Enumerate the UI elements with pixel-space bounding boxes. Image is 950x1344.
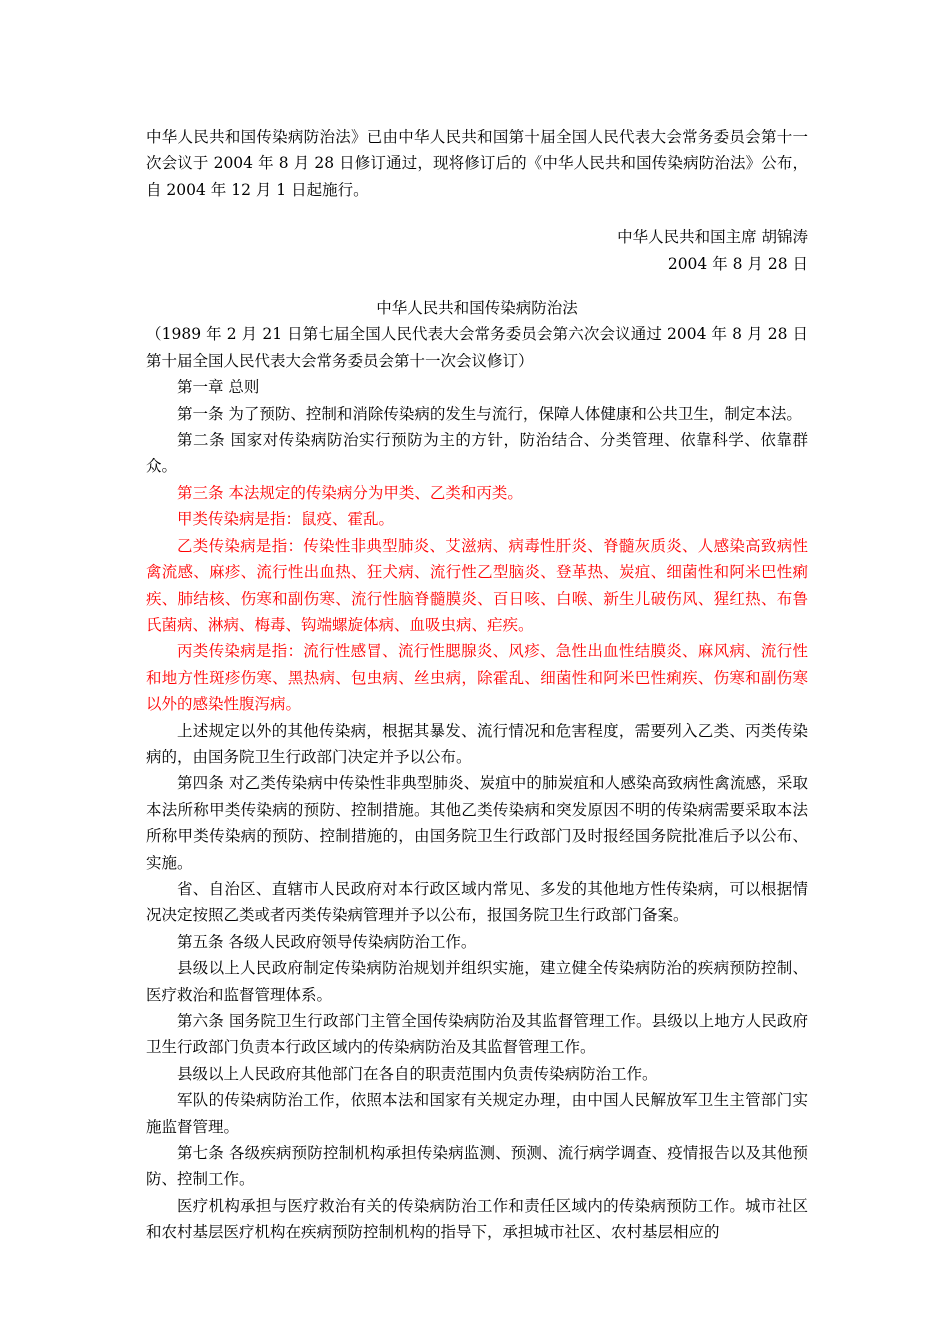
spacer bbox=[146, 203, 808, 224]
chapter-heading: 第一章 总则 bbox=[177, 378, 260, 397]
article-3-class-b: 乙类传染病是指：传染性非典型肺炎、艾滋病、病毒性肝炎、脊髓灰质炎、人感染高致病性禽流感、麻疹、流行性出血热、狂犬病、流行性乙型脑炎、登革热、炭疽、细菌性和阿米巴性痢疾、肺结核、伤寒和副伤寒、流行性脑脊髓膜炎、百日咳、白喉、新生儿破伤风、猩红热、布鲁氏菌病、淋病、梅毒、钩端螺旋体病、血吸虫病、疟疾。 bbox=[146, 536, 808, 634]
article-3-class-a: 甲类传染病是指：鼠疫、霍乱。 bbox=[177, 510, 395, 529]
article-7: 第七条 各级疾病预防控制机构承担传染病监测、预测、流行病学调查、疫情报告以及其他预防、控制工作。 bbox=[146, 1144, 808, 1189]
article-3-other: 上述规定以外的其他传染病，根据其暴发、流行情况和危害程度，需要列入乙类、丙类传染病的，由国务院卫生行政部门决定并予以公布。 bbox=[146, 721, 808, 766]
law-subtitle: （1989 年 2 月 21 日第七届全国人民代表大会常务委员会第六次会议通过 2004 年 8 月 28 日第十届全国人民代表大会常务委员会第十一次会议修订） bbox=[146, 325, 808, 370]
article-4-paragraph-2: 省、自治区、直辖市人民政府对本行政区域内常见、多发的其他地方性传染病，可以根据情况决定按照乙类或者丙类传染病管理并予以公布，报国务院卫生行政部门备案。 bbox=[146, 879, 808, 925]
law-title: 中华人民共和国传染病防治法 bbox=[376, 299, 578, 318]
article-6-paragraph-3: 军队的传染病防治工作，依照本法和国家有关规定办理，由中国人民解放军卫生主管部门实施监督管理。 bbox=[146, 1091, 808, 1136]
article-1: 第一条 为了预防、控制和消除传染病的发生与流行，保障人体健康和公共卫生，制定本法。 bbox=[177, 404, 802, 423]
article-4: 第四条 对乙类传染病中传染性非典型肺炎、炭疽中的肺炭疽和人感染高致病性禽流感，采取本法所称甲类传染病的预防、控制措施。其他乙类传染病和突发原因不明的传染病需要采取本法所称甲类传染病的预防、控制措施的，由国务院卫生行政部门及时报经国务院批准后予以公布、实施。 bbox=[146, 774, 808, 872]
document-page bbox=[146, 124, 808, 1246]
article-3-class-c: 丙类传染病是指：流行性感冒、流行性腮腺炎、风疹、急性出血性结膜炎、麻风病、流行性和地方性斑疹伤寒、黑热病、包虫病、丝虫病，除霍乱、细菌性和阿米巴性痢疾、伤寒和副伤寒以外的感染性腹泻病。 bbox=[146, 642, 808, 714]
article-7-paragraph-2: 医疗机构承担与医疗救治有关的传染病防治工作和责任区域内的传染病预防工作。城市社区和农村基层医疗机构在疾病预防控制机构的指导下，承担城市社区、农村基层相应的 bbox=[146, 1196, 808, 1242]
article-5: 第五条 各级人民政府领导传染病防治工作。 bbox=[177, 932, 477, 951]
article-2: 第二条 国家对传染病防治实行预防为主的方针，防治结合、分类管理、依靠科学、依靠群众。 bbox=[146, 431, 808, 476]
spacer bbox=[146, 277, 808, 295]
signature-date: 2004 年 8 月 28 日 bbox=[667, 254, 808, 273]
article-5-paragraph-2: 县级以上人民政府制定传染病防治规划并组织实施，建立健全传染病防治的疾病预防控制、医疗救治和监督管理体系。 bbox=[146, 959, 808, 1004]
preamble-paragraph: 中华人民共和国传染病防治法》已由中华人民共和国第十届全国人民代表大会常务委员会第十一次会议于 2004 年 8 月 28 日修订通过，现将修订后的《中华人民共和国传染病防治法》公布，自 2004 年 12 月 1 日起施行。 bbox=[146, 128, 808, 199]
article-3: 第三条 本法规定的传染病分为甲类、乙类和丙类。 bbox=[177, 483, 523, 502]
article-6-paragraph-2: 县级以上人民政府其他部门在各自的职责范围内负责传染病防治工作。 bbox=[177, 1064, 658, 1083]
signature-signer: 中华人民共和国主席 胡锦涛 bbox=[617, 228, 808, 247]
article-6: 第六条 国务院卫生行政部门主管全国传染病防治及其监督管理工作。县级以上地方人民政府卫生行政部门负责本行政区域内的传染病防治及其监督管理工作。 bbox=[146, 1012, 808, 1057]
